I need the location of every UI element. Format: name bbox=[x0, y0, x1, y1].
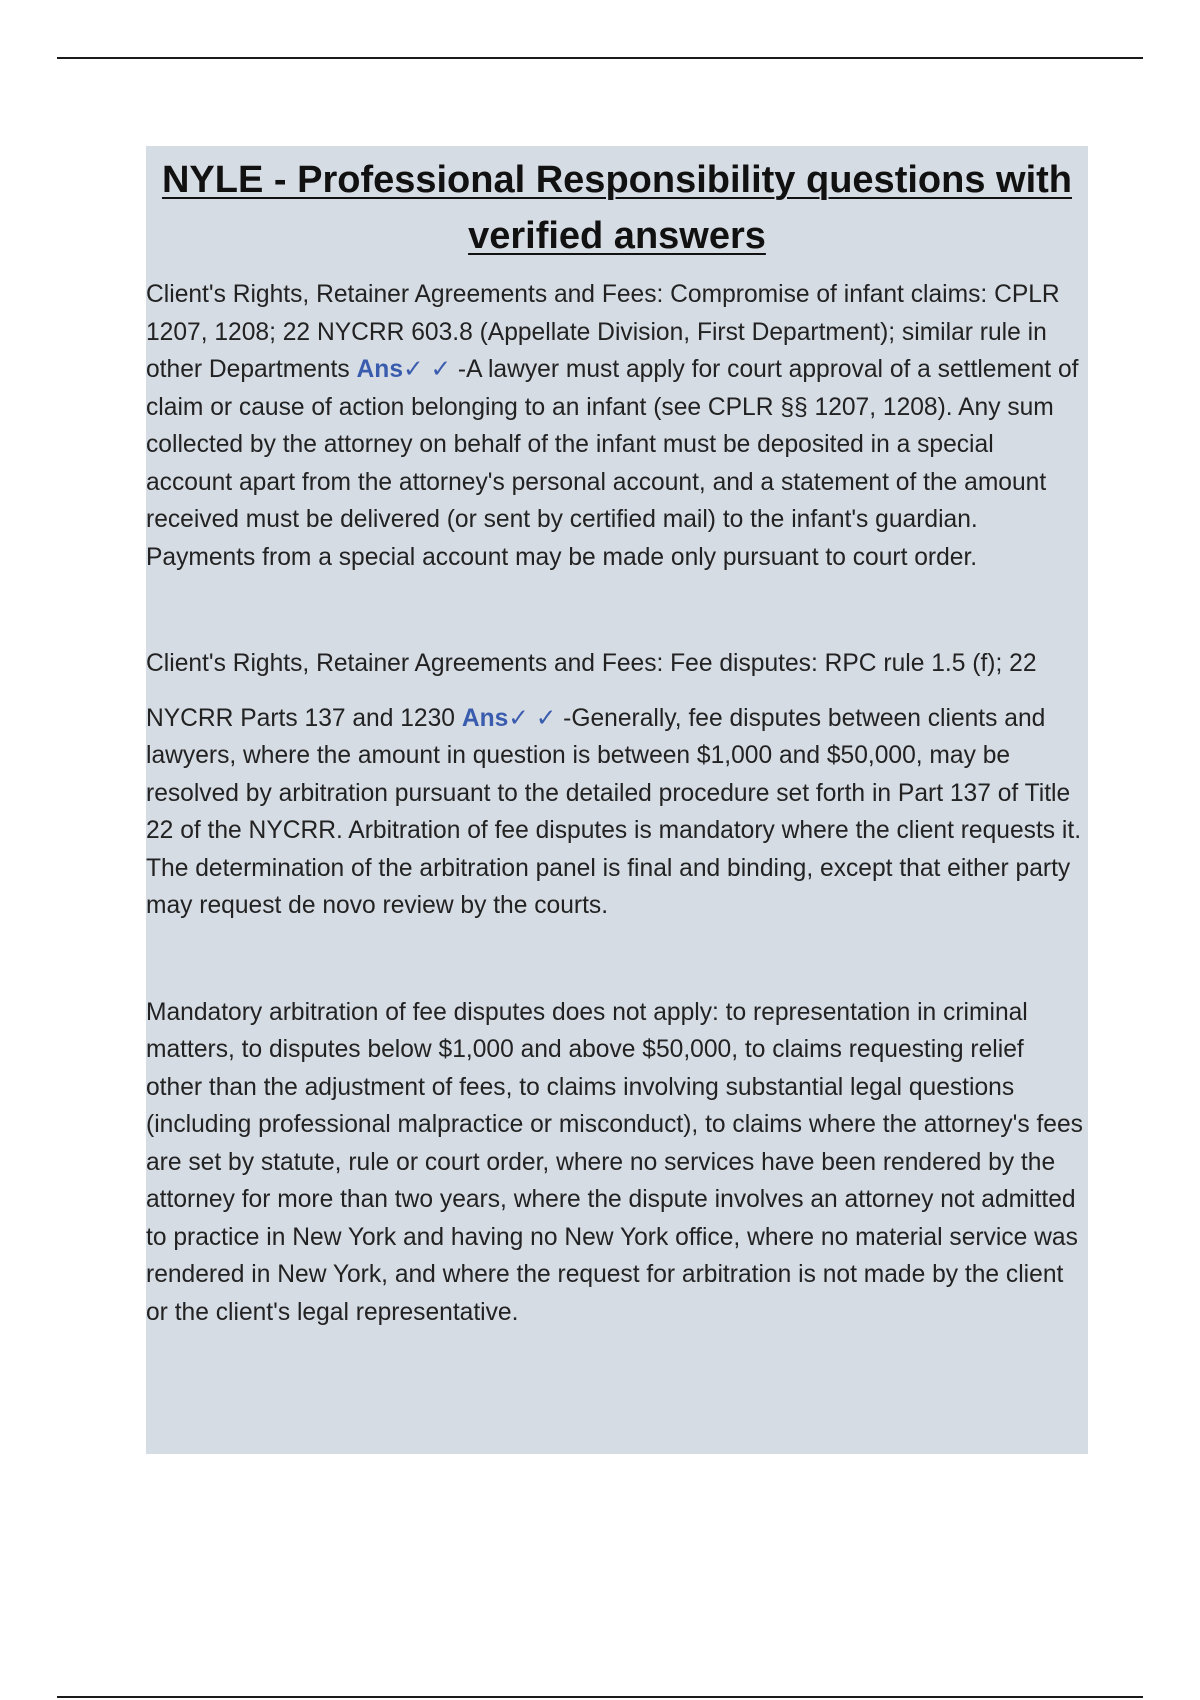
answer-label: Ans bbox=[461, 704, 509, 732]
bottom-rule bbox=[57, 1696, 1143, 1698]
qa-item-1-answer: -A lawyer must apply for court approval of a settlement of claim or cause of action belonging to an infant (see CPLR §§ 1207, 1208). Any sum collected by the attorney on behalf of the infant must be deposited in a special account apart from the attorney's personal account, and a statement of the amount received must be delivered (or sent by certified mail) to the infant's guardian. Payments from a special account may be made only pursuant to court order. bbox=[146, 356, 1079, 571]
qa-item-1 bbox=[146, 276, 1086, 576]
document-title bbox=[146, 146, 1088, 264]
qa-item-2 bbox=[146, 700, 1086, 925]
paragraph-exceptions: Mandatory arbitration of fee disputes does not apply: to representation in criminal matters, to disputes below $1,000 and above $50,000, to claims requesting relief other than the adjustment of fees, to claims involving substantial legal questions (including professional malpractice or misconduct), to claims where the attorney's fees are set by statute, rule or court order, where no services have been rendered by the attorney for more than two years, where the dispute involves an attorney not admitted to practice in New York and having no New York office, where no material service was rendered in New York, and where the request for arbitration is not made by the client or the client's legal representative. bbox=[146, 998, 1083, 1326]
document-title-text: NYLE - Professional Responsibility questions with verified answers bbox=[161, 159, 1072, 257]
qa-item-1-question: Client's Rights, Retainer Agreements and Fees: Compromise of infant claims: CPLR 1207, 1208; 22 NYCRR 603.8 (Appellate Division, First Department); similar rule in other Departments bbox=[146, 281, 1060, 383]
checkmark-icon: ✓ ✓ bbox=[508, 704, 557, 732]
answer-label: Ans bbox=[356, 356, 403, 383]
qa-item-2-answer: -Generally, fee disputes between clients and lawyers, where the amount in question is between $1,000 and $50,000, may be resolved by arbitration pursuant to the detailed procedure set forth in Part 137 of Title 22 of the NYCRR. Arbitration of fee disputes is mandatory where the client requests it. The determination of the arbitration panel is final and binding, except that either party may request de novo review by the courts. bbox=[146, 704, 1082, 919]
document-panel bbox=[146, 146, 1088, 1454]
checkmark-icon: ✓ ✓ bbox=[403, 356, 452, 383]
qa-item-2-question-line2: NYCRR Parts 137 and 1230 bbox=[146, 704, 455, 732]
qa-item-2-question-line1: Client's Rights, Retainer Agreements and Fees: Fee disputes: RPC rule 1.5 (f); 22 bbox=[146, 650, 1037, 677]
document-content bbox=[146, 276, 1086, 1331]
top-rule bbox=[57, 57, 1143, 59]
